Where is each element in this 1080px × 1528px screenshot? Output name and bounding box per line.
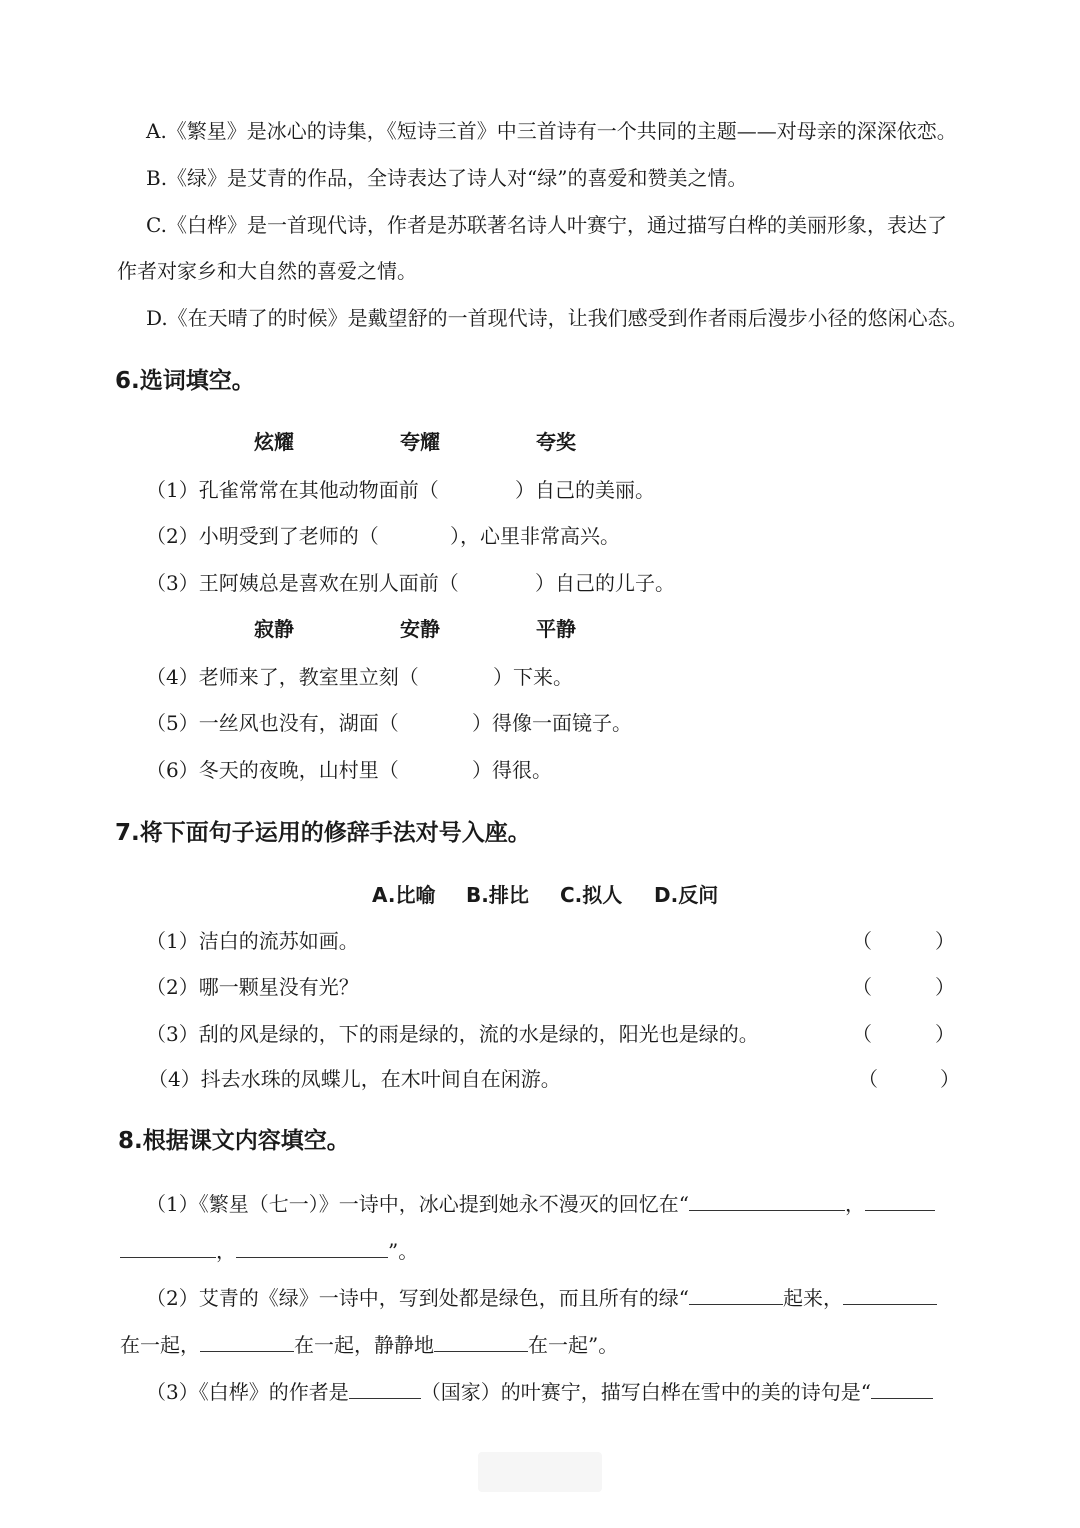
q6-word-4: 寂静: [254, 617, 294, 641]
option-c-line1: C.《白桦》是一首现代诗，作者是苏联著名诗人叶赛宁，通过描写白桦的美丽形象，表达了: [146, 213, 947, 237]
fill-blank[interactable]: [349, 1376, 421, 1399]
option-c-line2: 作者对家乡和大自然的喜爱之情。: [117, 259, 417, 283]
q7-answer-open-1: （: [852, 929, 872, 953]
fill-blank[interactable]: [689, 1282, 783, 1305]
q6-item-5-pre: （5）一丝风也没有，湖面（: [146, 711, 399, 735]
q7-answer-open-2: （: [852, 975, 872, 999]
q6-word-5: 安静: [400, 617, 440, 641]
q8-title: 8.根据课文内容填空。: [118, 1128, 350, 1154]
q7-answer-close-4: ）: [940, 1067, 960, 1091]
comma-text: ，: [844, 1192, 865, 1216]
q7-option-c: C.拟人: [560, 883, 623, 907]
q8-item-3-text-b: （国家）的叶赛宁，描写白桦在雪中的美的诗句是“: [420, 1380, 871, 1404]
fill-blank[interactable]: [689, 1188, 845, 1211]
q7-title: 7.将下面句子运用的修辞手法对号入座。: [115, 820, 531, 846]
q8-item-2-line1: [146, 1282, 937, 1313]
fill-blank[interactable]: [434, 1329, 528, 1352]
comma-text: ，: [216, 1239, 236, 1263]
q7-answer-close-1: ）: [935, 929, 955, 953]
q8-item-2-line2: [120, 1329, 618, 1360]
fill-blank[interactable]: [200, 1329, 294, 1352]
closing-quote-text: ”。: [388, 1239, 419, 1263]
q7-item-3: （3）刮的风是绿的，下的雨是绿的，流的水是绿的，阳光也是绿的。: [146, 1022, 759, 1046]
watermark-shade: [478, 1452, 602, 1492]
q6-item-2-pre: （2）小明受到了老师的（: [146, 524, 379, 548]
option-a: A.《繁星》是冰心的诗集，《短诗三首》中三首诗有一个共同的主题——对母亲的深深依恋。: [146, 119, 957, 143]
q7-answer-close-2: ）: [935, 975, 955, 999]
q6-item-2-post: ），心里非常高兴。: [450, 524, 620, 548]
q7-item-2: （2）哪一颗星没有光？: [146, 975, 359, 999]
q8-item-1-line1: [146, 1188, 935, 1219]
q6-title: 6.选词填空。: [115, 368, 255, 394]
q8-item-1-text: （1）《繁星（七一）》一诗中，冰心提到她永不漫灭的回忆在“: [146, 1192, 689, 1216]
q6-word-3: 夸奖: [536, 430, 576, 454]
fill-blank[interactable]: [871, 1376, 933, 1399]
q7-answer-open-3: （: [852, 1022, 872, 1046]
q6-word-6: 平静: [536, 617, 576, 641]
q6-item-4-post: ）下来。: [493, 665, 573, 689]
q8-item-3-text: （3）《白桦》的作者是: [146, 1380, 349, 1404]
fill-blank[interactable]: [120, 1235, 216, 1258]
q8-item-2-text-e: 在一起”。: [528, 1333, 619, 1357]
q7-item-4: （4）抖去水珠的凤蝶儿，在木叶间自在闲游。: [148, 1067, 561, 1091]
q7-option-a: A.比喻: [372, 883, 436, 907]
option-d: D.《在天晴了的时候》是戴望舒的一首现代诗，让我们感受到作者雨后漫步小径的悠闲心态。: [146, 306, 968, 330]
q8-item-2-text: （2）艾青的《绿》一诗中，写到处都是绿色，而且所有的绿“: [146, 1286, 689, 1310]
fill-blank[interactable]: [843, 1282, 937, 1305]
q7-option-d: D.反问: [654, 883, 719, 907]
q8-item-2-text-d: 在一起，静静地: [294, 1333, 434, 1357]
q8-item-2-text-c: 在一起，: [120, 1333, 200, 1357]
q6-item-3-post: ）自己的儿子。: [535, 571, 675, 595]
q7-answer-close-3: ）: [935, 1022, 955, 1046]
q6-item-1-pre: （1）孔雀常常在其他动物面前（: [146, 478, 439, 502]
q8-item-2-text-b: 起来，: [782, 1286, 843, 1310]
q6-item-5-post: ）得像一面镜子。: [472, 711, 632, 735]
option-b: B.《绿》是艾青的作品，全诗表达了诗人对“绿”的喜爱和赞美之情。: [146, 166, 748, 190]
q6-item-6-post: ）得很。: [472, 758, 552, 782]
q7-item-1: （1）洁白的流苏如画。: [146, 929, 359, 953]
q8-item-1-line2: [120, 1235, 418, 1266]
q7-answer-open-4: （: [858, 1067, 878, 1091]
q6-item-3-pre: （3）王阿姨总是喜欢在别人面前（: [146, 571, 459, 595]
q6-word-1: 炫耀: [254, 430, 294, 454]
q8-item-3-line1: [146, 1376, 933, 1407]
q6-word-2: 夸耀: [400, 430, 440, 454]
q6-item-4-pre: （4）老师来了，教室里立刻（: [146, 665, 419, 689]
fill-blank[interactable]: [236, 1235, 388, 1258]
q7-option-b: B.排比: [466, 883, 529, 907]
q6-item-6-pre: （6）冬天的夜晚，山村里（: [146, 758, 399, 782]
fill-blank[interactable]: [865, 1188, 935, 1211]
q6-item-1-post: ）自己的美丽。: [515, 478, 655, 502]
